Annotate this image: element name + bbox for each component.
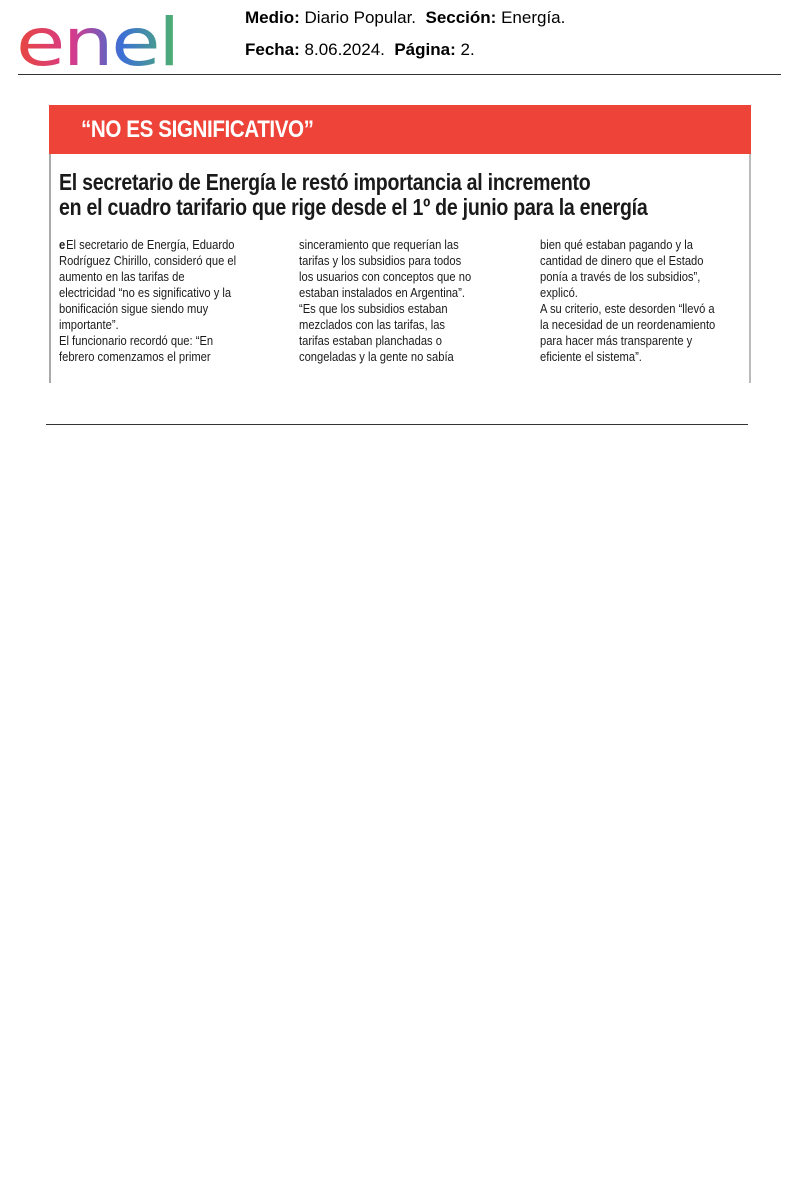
medio-value: Diario Popular. — [304, 8, 417, 27]
body-line: eEl secretario de Energía, Eduardo — [59, 237, 235, 252]
seccion-label: Sección: — [425, 8, 497, 27]
body-line: “Es que los subsidios estaban — [299, 301, 448, 316]
seccion-value: Energía. — [501, 8, 566, 27]
enel-logo — [16, 8, 180, 70]
body-line: congeladas y la gente no sabía — [299, 349, 454, 364]
article-column-1 — [59, 237, 308, 365]
newspaper-clipping — [49, 105, 751, 383]
pagina-value: 2. — [460, 40, 475, 59]
body-line: tarifas y los subsidios para todos — [299, 253, 462, 268]
article-column-3 — [540, 237, 789, 365]
body-line: importante”. — [59, 317, 119, 332]
body-line: los usuarios con conceptos que no — [299, 269, 472, 284]
body-line: bien qué estaban pagando y la — [540, 237, 693, 252]
body-line: explicó. — [540, 285, 578, 300]
headline-line: en el cuadro tarifario que rige desde el 1º de junio para la energía — [59, 194, 648, 220]
body-line: mezclados con las tarifas, las — [299, 317, 446, 332]
article-headline — [59, 170, 722, 220]
body-line: ponía a través de los subsidios”, — [540, 269, 701, 284]
body-line: electricidad “no es significativo y la — [59, 285, 232, 300]
body-line: El funcionario recordó que: “En — [59, 333, 214, 348]
body-line: tarifas estaban planchadas o — [299, 333, 442, 348]
article-column-2 — [299, 237, 548, 365]
clipping-left-edge — [49, 154, 51, 383]
footer-divider — [46, 424, 748, 425]
body-line: bonificación sigue siendo muy — [59, 301, 209, 316]
meta-line-2 — [245, 38, 565, 70]
fecha-value: 8.06.2024. — [304, 40, 385, 59]
banner-title: “NO ES SIGNIFICATIVO” — [81, 116, 314, 143]
logo-text: enel — [16, 8, 178, 70]
body-line: febrero comenzamos el primer — [59, 349, 211, 364]
body-line: A su criterio, este desorden “llevó a — [540, 301, 715, 316]
pagina-label: Página: — [394, 40, 456, 59]
clipping-metadata — [245, 6, 565, 70]
body-line: estaban instalados en Argentina”. — [299, 285, 465, 300]
header-divider — [18, 74, 781, 75]
fecha-label: Fecha: — [245, 40, 300, 59]
meta-line-1 — [245, 6, 565, 38]
body-line: eficiente el sistema”. — [540, 349, 642, 364]
body-line: la necesidad de un reordenamiento — [540, 317, 716, 332]
body-line: sinceramiento que requerían las — [299, 237, 459, 252]
body-line: para hacer más transparente y — [540, 333, 693, 348]
medio-label: Medio: — [245, 8, 300, 27]
lead-mark: e — [59, 237, 66, 252]
body-line: cantidad de dinero que el Estado — [540, 253, 704, 268]
article-banner — [49, 105, 751, 154]
body-line: aumento en las tarifas de — [59, 269, 185, 284]
body-line: Rodríguez Chirillo, consideró que el — [59, 253, 237, 268]
headline-line: El secretario de Energía le restó importancia al incremento — [59, 169, 591, 195]
